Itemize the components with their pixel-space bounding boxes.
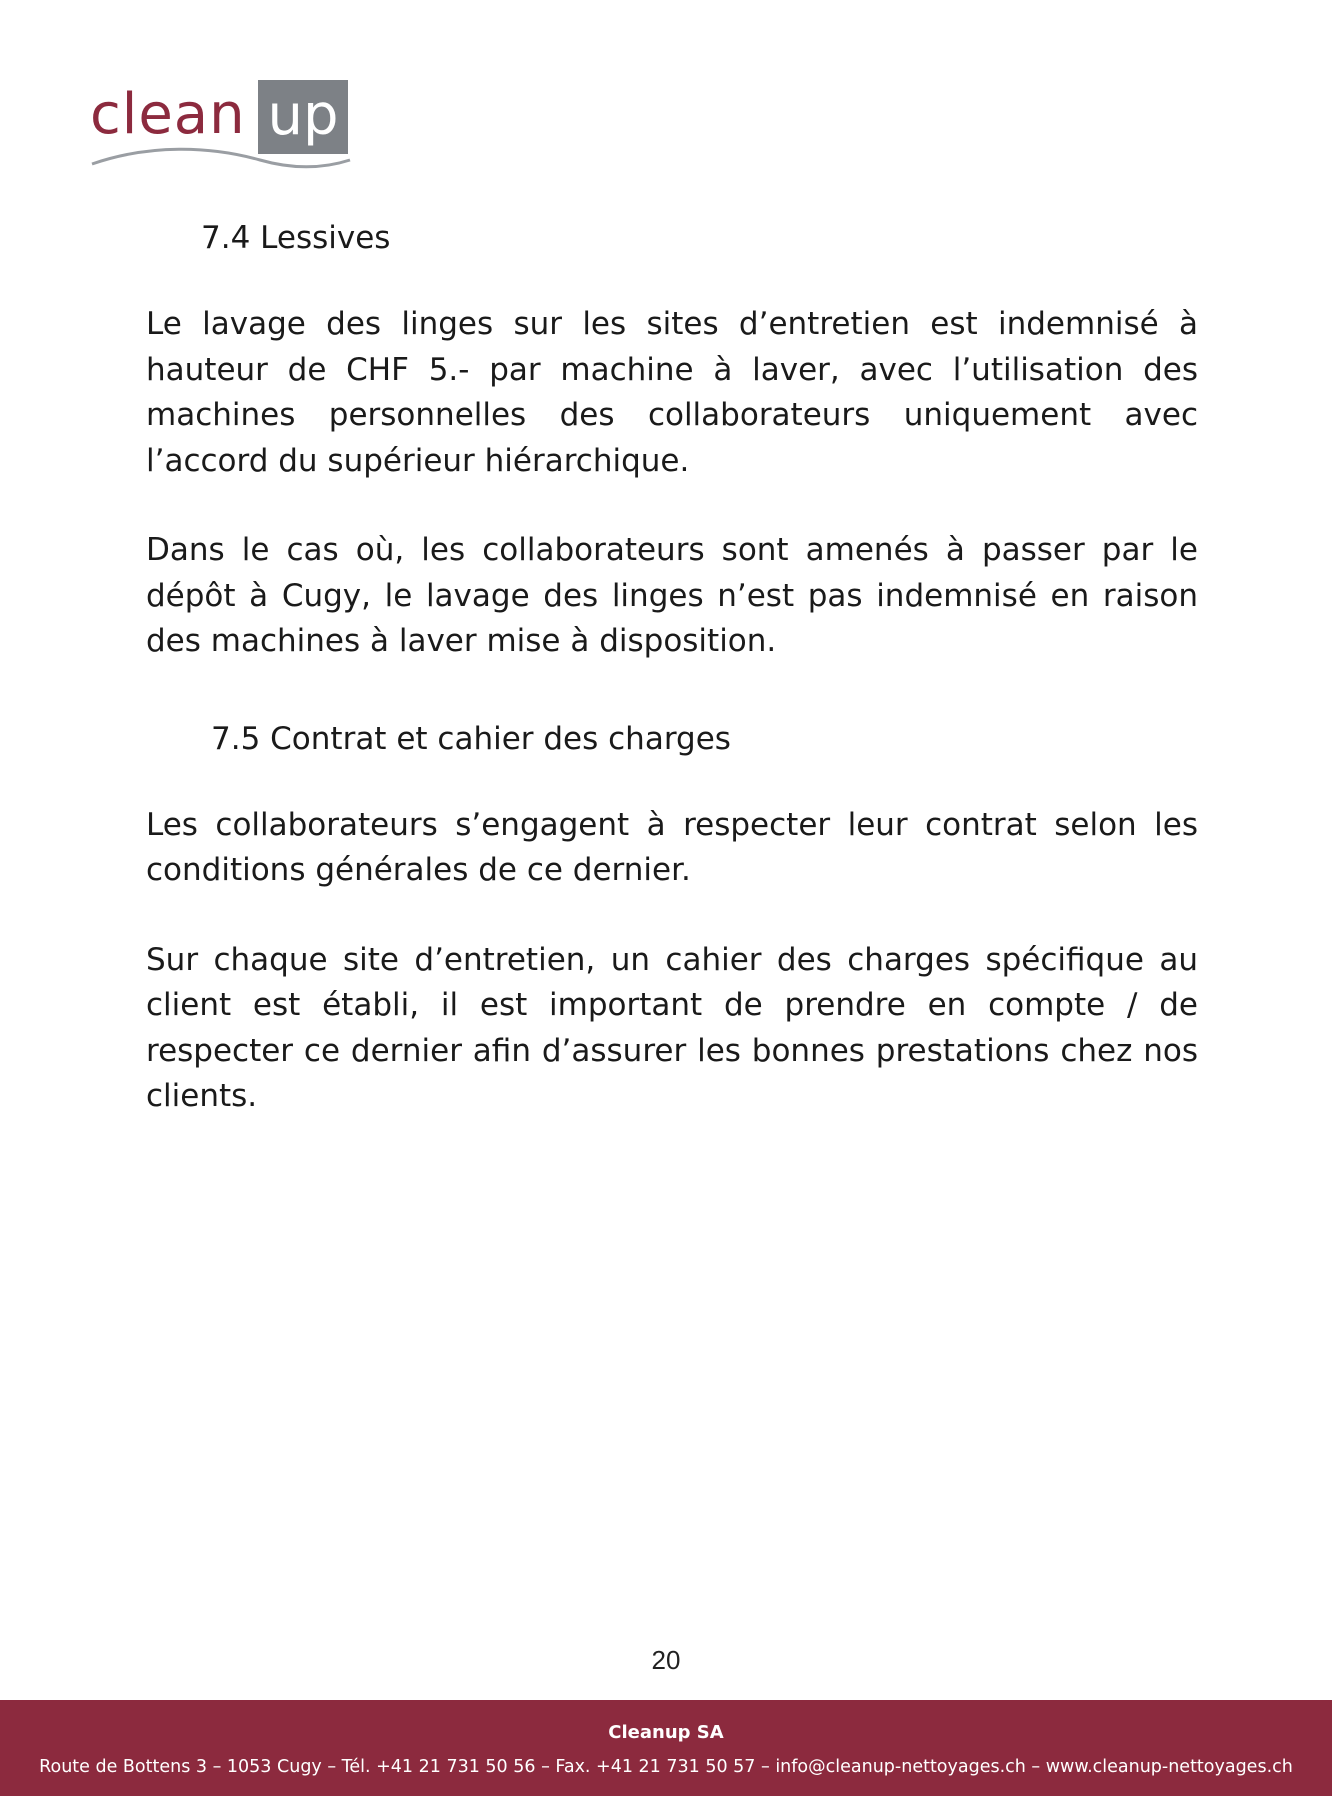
company-logo	[90, 78, 352, 176]
logo-swoosh-icon	[90, 138, 352, 178]
logo-text-clean: clean	[90, 82, 246, 147]
section-heading-lessives: 7.4 Lessives	[201, 220, 391, 256]
page-number: 20	[651, 1645, 681, 1675]
page-footer	[0, 1700, 1332, 1796]
paragraph-lessives-depot: Dans le cas où, les collaborateurs sont amenés à passer par le dépôt à Cugy, le lavage des linges n’est pas indemnisé en raison des machines à laver mise à disposition.	[146, 532, 1198, 659]
footer-contact-line: Route de Bottens 3 – 1053 Cugy – Tél. +41 21 731 50 56 – Fax. +41 21 731 50 57 – info@cleanup-nettoyages.ch – www.cleanup-nettoyages.ch	[39, 1757, 1293, 1777]
footer-company-name: Cleanup SA	[608, 1722, 724, 1743]
section-heading-contrat: 7.5 Contrat et cahier des charges	[211, 720, 731, 757]
logo-text-up: up	[258, 80, 348, 154]
paragraph-contrat: Les collaborateurs s’engagent à respecter leur contrat selon les conditions générales de ce dernier.	[146, 806, 1198, 888]
paragraph-lessives-indemnisation: Le lavage des linges sur les sites d’entretien est indemnisé à hauteur de CHF 5.- par machine à laver, avec l’utilisation des machines personnelles des collaborateurs uniquement avec l’accord du supérieur hiérarchique.	[146, 306, 1198, 479]
document-body	[146, 208, 1198, 1120]
paragraph-cahier-des-charges: Sur chaque site d’entretien, un cahier des charges spécifique au client est établi, il est important de prendre en compte / de respecter ce dernier afin d’assurer les bonnes prestations chez nos clients.	[146, 941, 1198, 1114]
